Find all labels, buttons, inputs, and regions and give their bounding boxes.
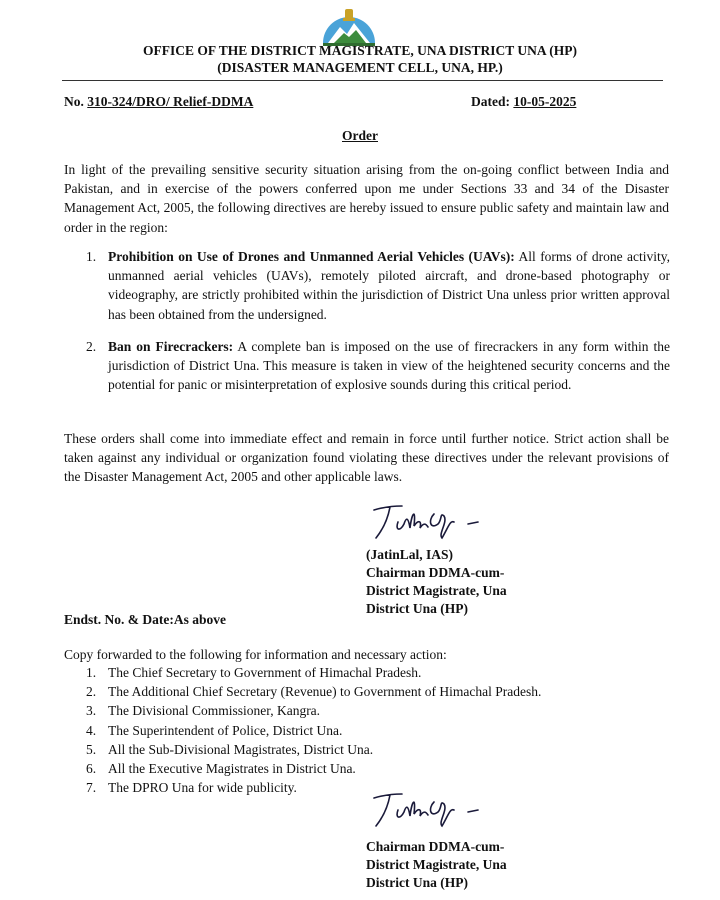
list-item — [86, 721, 646, 740]
header-divider — [62, 80, 663, 81]
list-text: The DPRO Una for wide publicity. — [108, 780, 297, 796]
handwritten-signature — [368, 786, 498, 832]
order-date — [471, 92, 576, 111]
signatory-designation: District Magistrate, Una — [366, 583, 507, 598]
directive-heading: Ban on Firecrackers: — [108, 339, 234, 354]
directive-number: 2. — [86, 339, 97, 354]
directive-item — [86, 337, 670, 395]
copy-forwarded-list — [86, 663, 646, 797]
order-date-label: Dated: — [471, 94, 510, 109]
list-text: All the Sub-Divisional Magistrates, District Una. — [108, 741, 374, 757]
signatory-name: (JatinLal, IAS) — [366, 547, 454, 562]
signatory-designation: District Magistrate, Una — [366, 857, 507, 872]
closing-paragraph: These orders shall come into immediate effect and remain in force until further notice. Strict action shall be taken against any individual or organization found violating these directives under the relevant provisions of the Disaster Management Act, 2005 and other applicable laws. — [64, 431, 669, 485]
list-text: The Divisional Commissioner, Kangra. — [108, 703, 321, 719]
list-number: 6. — [86, 760, 97, 776]
reference-number-value: 310-324/DRO/ Relief-DDMA — [87, 94, 254, 109]
handwritten-signature — [368, 498, 498, 544]
directive-item — [86, 247, 670, 324]
signature-block — [366, 838, 507, 892]
directive-body: All forms of drone activity, unmanned aerial vehicles (UAVs), remotely piloted aircraft, and drone-based photography or videography, are strictly prohibited within the jurisdiction of District Una unless prior written approval has been obtained from the undersigned. — [108, 249, 670, 322]
list-text: The Superintendent of Police, District Una. — [108, 722, 343, 738]
office-title: OFFICE OF THE DISTRICT MAGISTRATE, UNA DISTRICT UNA (HP) — [143, 43, 577, 58]
list-item — [86, 778, 646, 797]
directive-text — [108, 337, 670, 395]
reference-number — [64, 92, 253, 111]
signatory-designation: District Una (HP) — [366, 601, 468, 616]
directive-number: 1. — [86, 249, 97, 264]
list-number: 7. — [86, 780, 97, 796]
list-text: All the Executive Magistrates in District Una. — [108, 760, 356, 776]
list-text: The Chief Secretary to Government of Himachal Pradesh. — [108, 665, 422, 680]
list-number: 2. — [86, 684, 97, 700]
list-item — [86, 663, 646, 682]
directive-body: A complete ban is imposed on the use of firecrackers in any form within the jurisdiction of District Una. This measure is taken in view of the heightened security concerns and the potential for panic or misinterpretation of explosive sounds during this critical period. — [108, 339, 670, 393]
signatory-designation: District Una (HP) — [366, 875, 468, 890]
reference-number-label: No. — [64, 94, 84, 109]
order-date-value: 10-05-2025 — [513, 94, 577, 109]
list-item — [86, 759, 646, 778]
signature-block — [366, 546, 507, 618]
intro-paragraph: In light of the prevailing sensitive security situation arising from the on-going conflict between India and Pakistan, and in exercise of the powers conferred upon me under Sections 33 and 34 of the Disaster Management Act, 2005, the following directives are hereby issued to ensure public safety and maintain law and order in the region: — [64, 162, 669, 235]
list-item — [86, 682, 646, 701]
order-title: Order — [342, 128, 378, 143]
list-item — [86, 701, 646, 720]
list-number: 4. — [86, 722, 97, 738]
signatory-designation: Chairman DDMA-cum- — [366, 565, 505, 580]
directive-heading: Prohibition on Use of Drones and Unmanned Aerial Vehicles (UAVs): — [108, 249, 515, 264]
copy-forwarded-intro: Copy forwarded to the following for information and necessary action: — [64, 647, 447, 662]
signatory-designation: Chairman DDMA-cum- — [366, 839, 505, 854]
endorsement-line: Endst. No. & Date:As above — [64, 612, 226, 627]
list-text: The Additional Chief Secretary (Revenue) to Government of Himachal Pradesh. — [108, 684, 542, 700]
list-item — [86, 740, 646, 759]
list-number: 1. — [86, 665, 97, 680]
office-subtitle: (DISASTER MANAGEMENT CELL, UNA, HP.) — [217, 60, 503, 75]
list-number: 5. — [86, 741, 97, 757]
directive-text — [108, 247, 670, 324]
list-number: 3. — [86, 703, 97, 719]
